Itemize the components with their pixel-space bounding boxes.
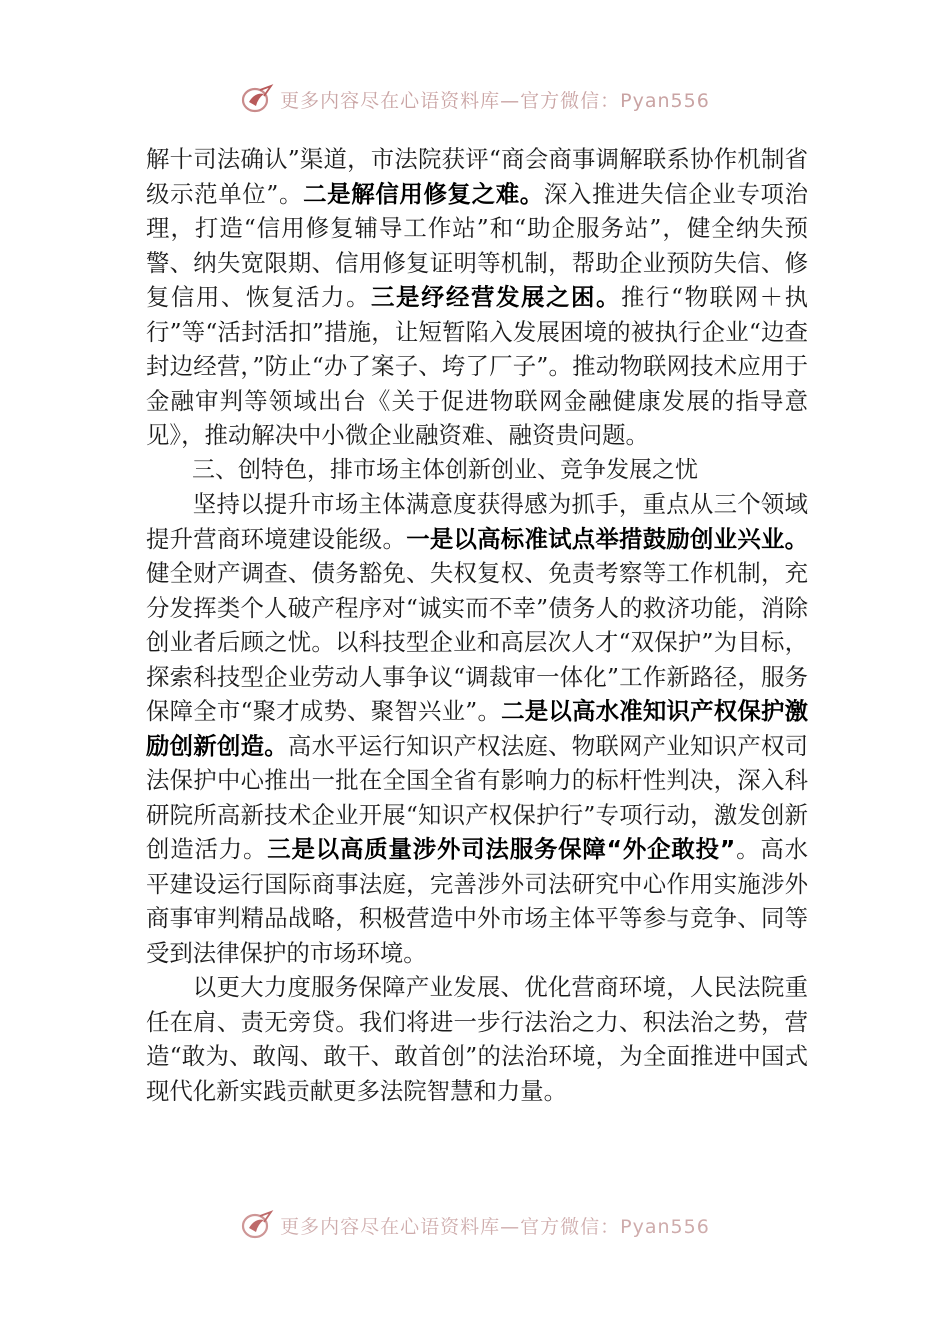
- document-body: [146, 142, 808, 1108]
- paragraph-conclusion: 以更大力度服务保障产业发展、优化营商环境，人民法院重任在肩、责无旁贷。我们将进一步行法治之力、积法治之势，营造“敢为、敢闯、敢干、敢首创”的法治环境，为全面推进中国式现代化新实践贡献更多法院智慧和力量。: [146, 973, 808, 1105]
- watermark-text: 更多内容尽在心语资料库—官方微信：Pyan556: [280, 1215, 710, 1238]
- header-watermark: [0, 84, 950, 114]
- bold-lead-operation: 三是纾经营发展之困。: [371, 283, 622, 311]
- section-heading-3: 三、创特色，排市场主体创新创业、竞争发展之忧: [192, 456, 698, 483]
- bold-lead-entrepreneurship: 一是以高标准试点举措鼓励创业兴业。: [406, 524, 809, 553]
- footer-watermark: [0, 1210, 950, 1240]
- bold-lead-ip-protection: 二是以高水准知识产权保护激励创新创造。: [146, 697, 809, 760]
- watermark-logo-icon: [240, 1210, 274, 1240]
- paragraph-credit-repair: 解十司法确认”渠道，市法院获评“商会商事调解联系协作机制省级示范单位”。二是解信用修复之难。深入推进失信企业专项治理，打造“信用修复辅导工作站”和“助企服务站”，健全纳失预警、纳失宽限期、信用修复证明等机制，帮助企业预防失信、修复信用、恢复活力。三是纾经营发展之困。推行“物联网＋执行”等“活封活扣”措施，让短暂陷入发展困境的被执行企业“边查封边经营，”防止“办了案子、垮了厂子”。推动物联网技术应用于金融审判等领域出台《关于促进物联网金融健康发展的指导意见》，推动解决中小微企业融资难、融资贵问题。: [146, 145, 809, 449]
- paragraph-innovation: 坚持以提升市场主体满意度获得感为抓手，重点从三个领域提升营商环境建设能级。一是以高标准试点举措鼓励创业兴业。健全财产调查、债务豁免、失权复权、免责考察等工作机制，充分发挥类个人破产程序对“诚实而不幸”债务人的救济功能，消除创业者后顾之忧。以科技型企业和高层次人才“双保护”为目标，探索科技型企业劳动人事争议“调裁审一体化”工作新路径，服务保障全市“聚才成势、聚智兴业”。二是以高水准知识产权保护激励创新创造。高水平运行知识产权法庭、物联网产业知识产权司法保护中心推出一批在全国全省有影响力的标杆性判决，深入科研院所高新技术企业开展“知识产权保护行”专项行动，激发创新创造活力。三是以高质量涉外司法服务保障“外企敢投”。高水平建设运行国际商事法庭，完善涉外司法研究中心作用实施涉外商事审判精品战略，积极营造中外市场主体平等参与竞争、同等受到法律保护的市场环境。: [146, 490, 809, 967]
- watermark-logo-icon: [240, 84, 274, 114]
- bold-lead-foreign-investment: 三是以高质量涉外司法服务保障“外企敢投”: [267, 835, 736, 863]
- watermark-text: 更多内容尽在心语资料库—官方微信：Pyan556: [280, 89, 710, 112]
- bold-lead-credit: 二是解信用修复之难。: [303, 179, 544, 208]
